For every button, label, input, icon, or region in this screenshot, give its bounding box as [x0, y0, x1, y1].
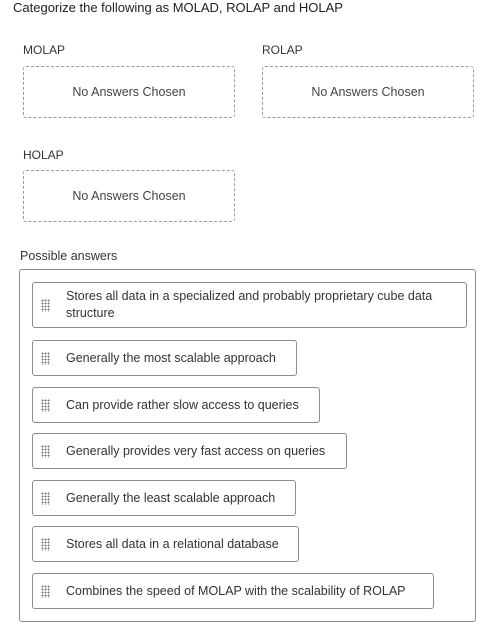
- dropzone-molap[interactable]: [23, 66, 235, 118]
- answer-text: Generally the most scalable approach: [66, 350, 276, 365]
- category-label-holap: HOLAP: [23, 148, 64, 162]
- answer-text: Can provide rather slow access to queries: [66, 397, 299, 412]
- category-label-rolap: ROLAP: [262, 43, 303, 57]
- answer-item[interactable]: [32, 480, 296, 516]
- dropzone-rolap[interactable]: [262, 66, 474, 118]
- dropzone-placeholder: No Answers Chosen: [311, 85, 425, 99]
- answer-item[interactable]: [32, 340, 297, 376]
- question-text: Categorize the following as MOLAD, ROLAP and HOLAP: [13, 0, 343, 15]
- drag-handle-icon[interactable]: [41, 299, 50, 312]
- answer-text: Generally provides very fast access on queries: [66, 443, 326, 458]
- answer-item[interactable]: [32, 433, 347, 469]
- drag-handle-icon[interactable]: [41, 538, 50, 551]
- drag-handle-icon[interactable]: [41, 399, 50, 412]
- drag-handle-icon[interactable]: [41, 585, 50, 598]
- category-label-molap: MOLAP: [23, 43, 66, 57]
- answer-text: Generally the least scalable approach: [66, 490, 276, 505]
- possible-answers-label: Possible answers: [20, 249, 118, 263]
- answer-item[interactable]: [32, 282, 467, 328]
- drag-handle-icon[interactable]: [41, 492, 50, 505]
- drag-handle-icon[interactable]: [41, 445, 50, 458]
- dropzone-placeholder: No Answers Chosen: [72, 85, 186, 99]
- answer-item[interactable]: [32, 526, 299, 562]
- answer-item[interactable]: [32, 573, 434, 609]
- answer-text: Stores all data in a specialized and probably proprietary cube data structure: [66, 289, 433, 320]
- possible-answers-container: [19, 269, 476, 622]
- answer-item[interactable]: [32, 387, 320, 423]
- answer-text: Stores all data in a relational database: [66, 536, 279, 551]
- drag-handle-icon[interactable]: [41, 352, 50, 365]
- dropzone-holap[interactable]: [23, 170, 235, 222]
- dropzone-placeholder: No Answers Chosen: [72, 189, 186, 203]
- answer-text: Combines the speed of MOLAP with the scalability of ROLAP: [66, 583, 406, 598]
